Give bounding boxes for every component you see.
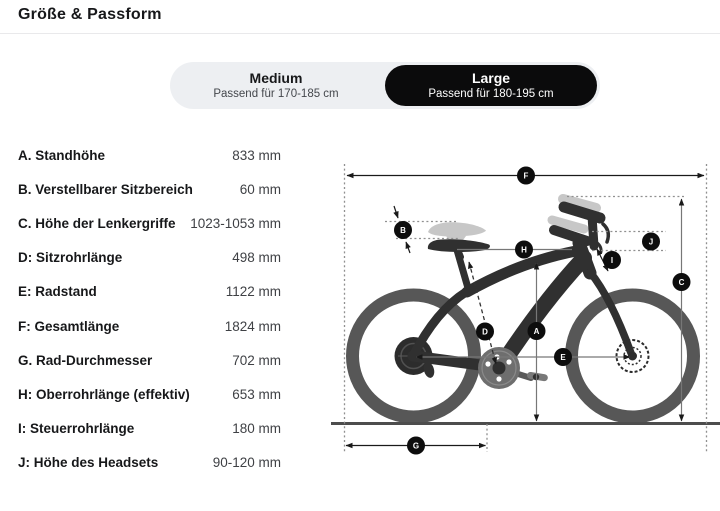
spec-list bbox=[18, 138, 281, 480]
spec-label: A. Standhöhe bbox=[18, 147, 105, 163]
marker-f-icon bbox=[517, 167, 535, 185]
spec-label: G. Rad-Durchmesser bbox=[18, 352, 153, 368]
marker-e-icon bbox=[554, 348, 572, 366]
spec-row-e bbox=[18, 275, 281, 309]
marker-a-icon bbox=[528, 322, 546, 340]
svg-text:I: I bbox=[610, 255, 614, 265]
spec-value: 1122 mm bbox=[225, 284, 281, 300]
spec-row-c bbox=[18, 206, 281, 240]
spec-label: H: Oberrohrlänge (effektiv) bbox=[18, 386, 190, 402]
spec-row-g bbox=[18, 343, 281, 377]
tab-size-medium[interactable] bbox=[170, 62, 382, 109]
marker-d-icon bbox=[476, 323, 494, 341]
marker-j-icon bbox=[642, 233, 660, 251]
spec-row-i bbox=[18, 412, 281, 446]
crankset bbox=[478, 347, 548, 389]
spec-label: F: Gesamtlänge bbox=[18, 318, 120, 334]
marker-h-icon bbox=[515, 241, 533, 259]
spec-value: 498 mm bbox=[232, 250, 281, 266]
spec-value: 1824 mm bbox=[224, 318, 281, 334]
spec-label: D: Sitzrohrlänge bbox=[18, 250, 123, 266]
page-title: Größe & Passform bbox=[18, 6, 162, 23]
spec-label: E: Radstand bbox=[18, 284, 97, 300]
spec-row-d bbox=[18, 241, 281, 275]
spec-label: J: Höhe des Headsets bbox=[18, 455, 159, 471]
tab-medium-sublabel: Passend für 170-185 cm bbox=[213, 87, 339, 100]
svg-text:D: D bbox=[482, 327, 488, 337]
svg-text:A: A bbox=[533, 326, 540, 336]
wheels bbox=[353, 295, 694, 417]
svg-text:F: F bbox=[523, 171, 529, 181]
svg-text:H: H bbox=[521, 245, 527, 255]
spec-row-j bbox=[18, 446, 281, 480]
spec-value: 833 mm bbox=[232, 147, 281, 163]
spec-value: 90-120 mm bbox=[212, 455, 281, 471]
svg-text:G: G bbox=[412, 441, 420, 451]
spec-row-a bbox=[18, 138, 281, 172]
spec-value: 60 mm bbox=[239, 181, 281, 197]
marker-c-icon bbox=[673, 273, 691, 291]
svg-text:E: E bbox=[560, 352, 566, 362]
tab-medium-label: Medium bbox=[249, 69, 303, 86]
spec-value: 702 mm bbox=[232, 352, 281, 368]
spec-label: C. Höhe der Lenkergriffe bbox=[18, 215, 176, 231]
svg-text:C: C bbox=[678, 277, 685, 287]
size-tab-group bbox=[170, 62, 600, 109]
spec-value: 180 mm bbox=[232, 421, 281, 437]
marker-i-icon bbox=[603, 251, 621, 269]
spec-row-h bbox=[18, 377, 281, 411]
tab-large-label: Large bbox=[471, 69, 511, 86]
spec-value: 653 mm bbox=[232, 386, 281, 402]
tab-size-large[interactable] bbox=[385, 65, 597, 106]
marker-g-icon bbox=[407, 437, 425, 455]
marker-b-icon bbox=[394, 221, 412, 239]
tab-large-sublabel: Passend für 180-195 cm bbox=[428, 87, 554, 100]
spec-value: 1023-1053 mm bbox=[190, 215, 281, 231]
svg-text:J: J bbox=[648, 237, 654, 247]
section-divider bbox=[0, 33, 720, 34]
bike-size-diagram bbox=[330, 155, 720, 465]
spec-row-b bbox=[18, 172, 281, 206]
spec-row-f bbox=[18, 309, 281, 343]
spec-label: B. Verstellbarer Sitzbereich bbox=[18, 181, 193, 197]
svg-text:B: B bbox=[400, 225, 406, 235]
spec-label: I: Steuerrohrlänge bbox=[18, 421, 135, 437]
